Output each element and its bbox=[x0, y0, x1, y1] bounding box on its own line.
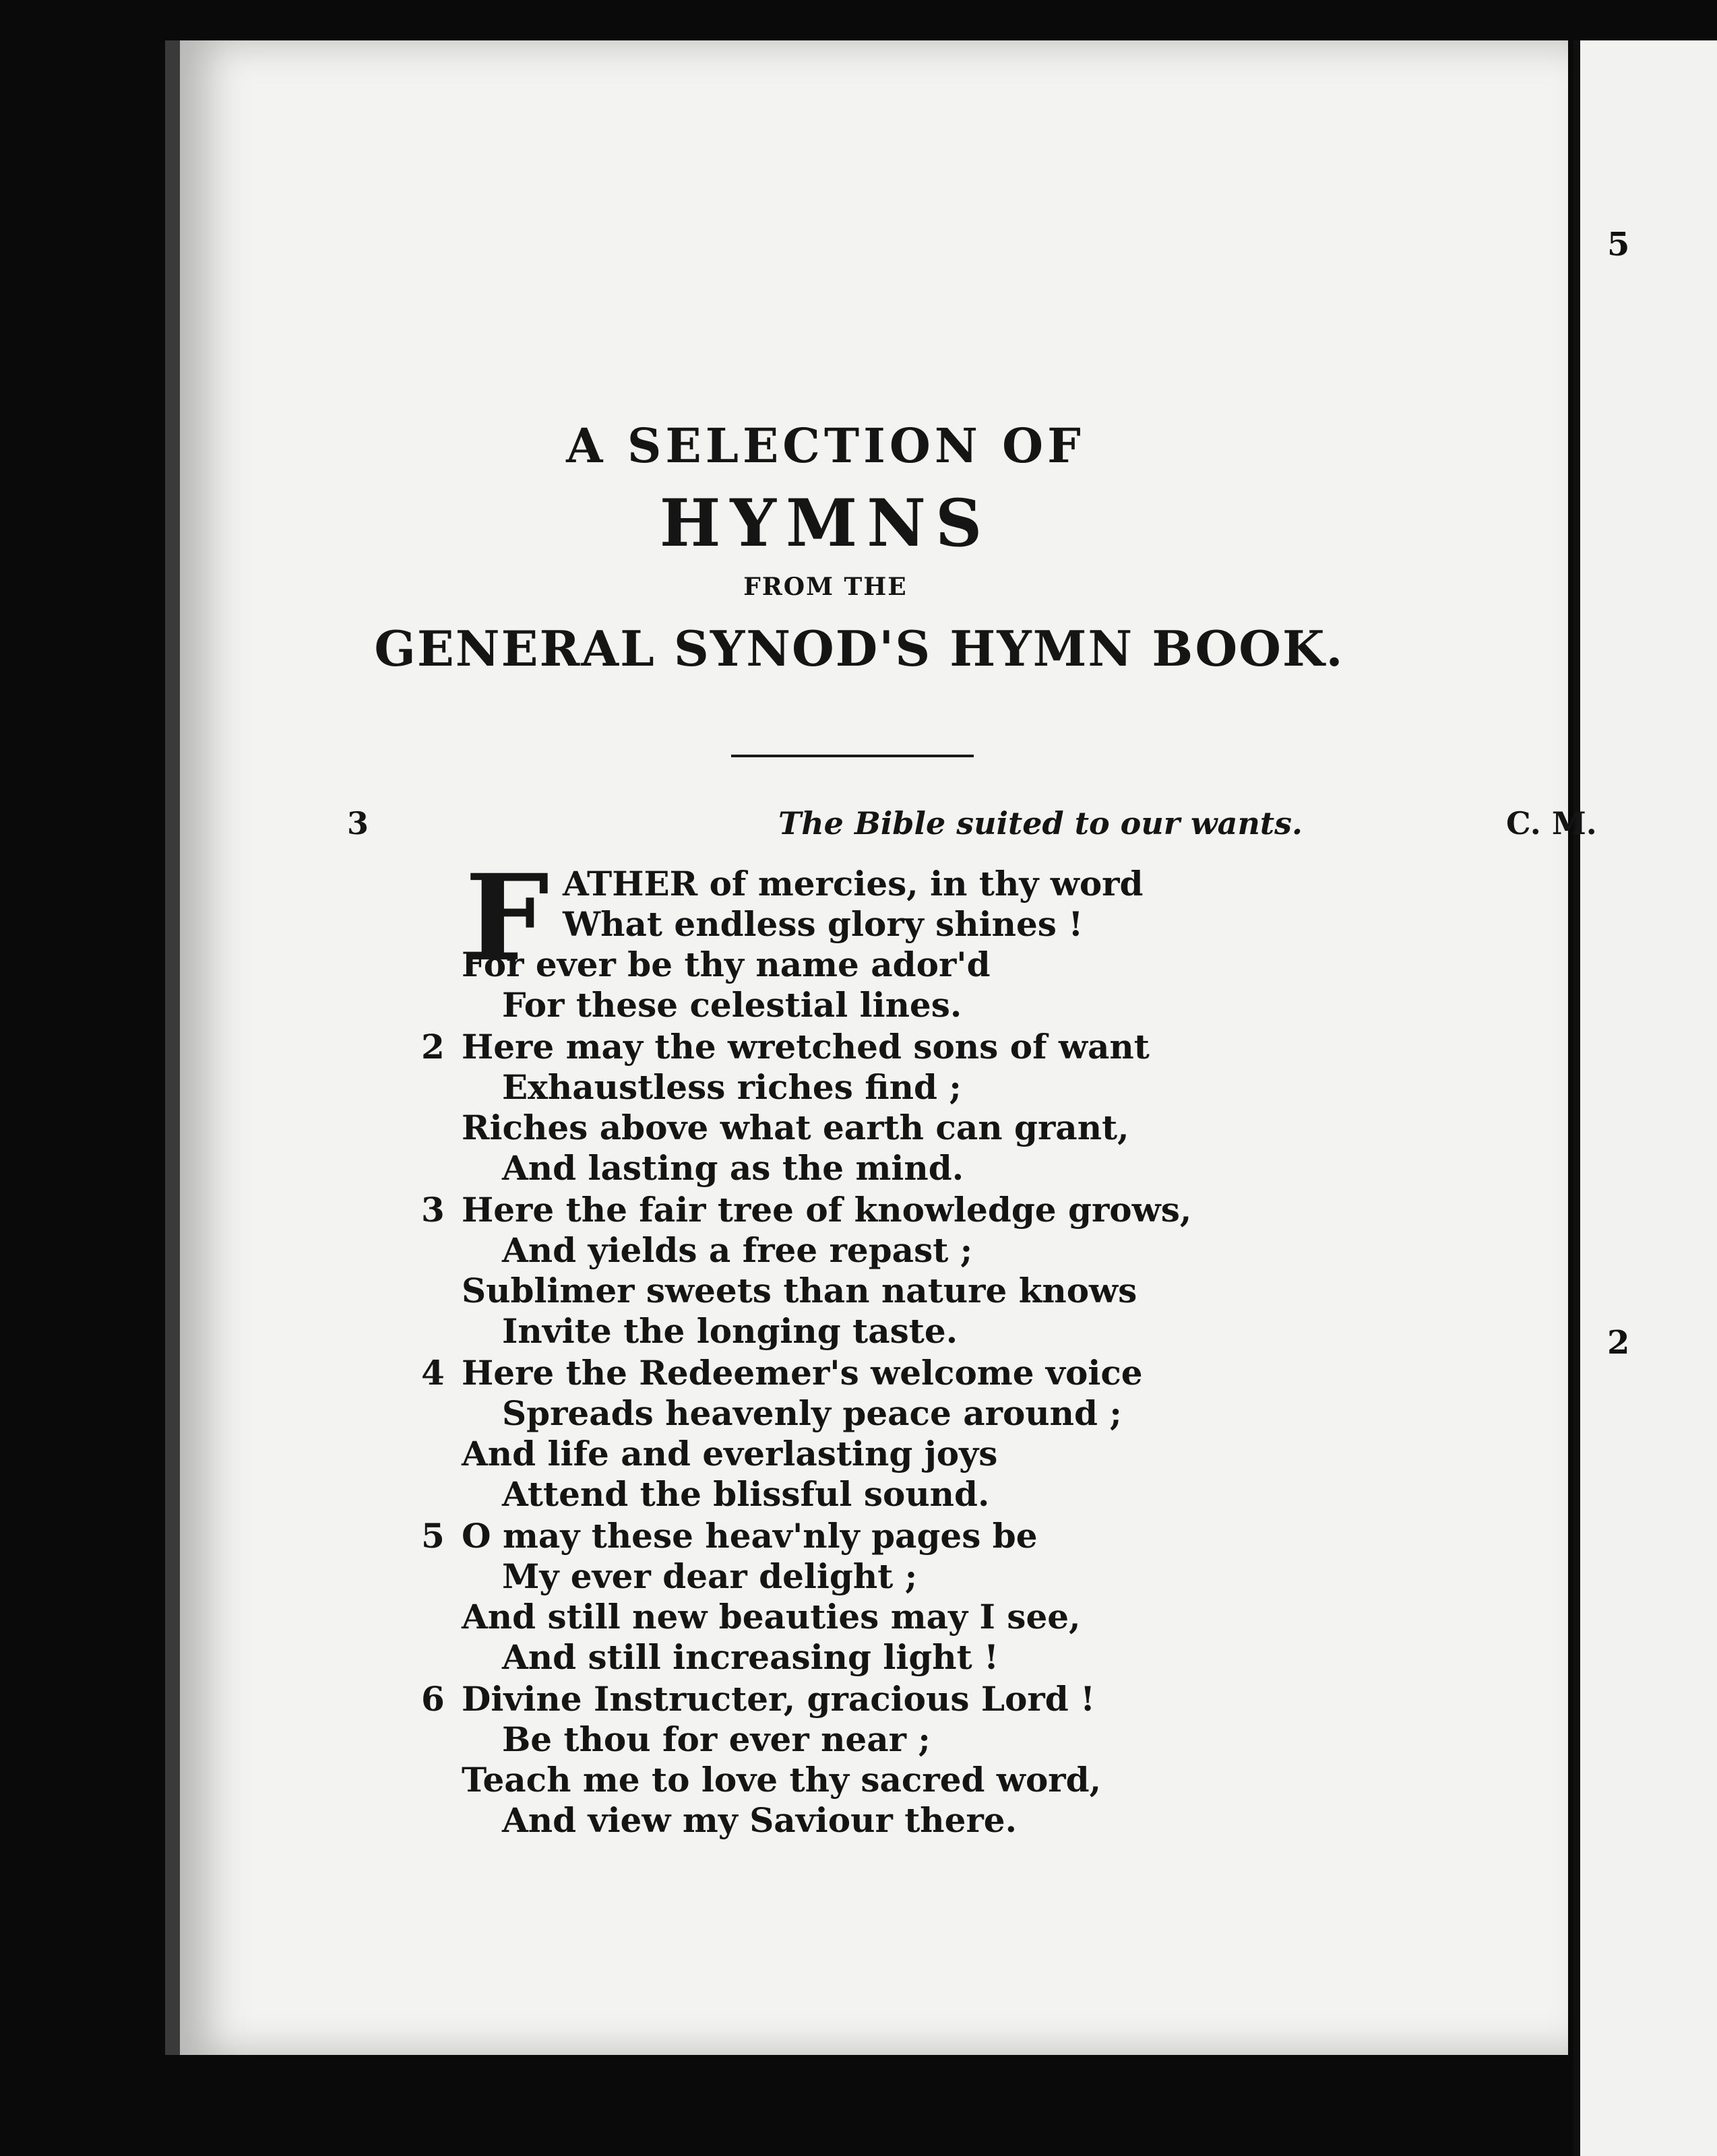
stanza bbox=[421, 1027, 1607, 1188]
verse-line: Invite the longing taste. bbox=[502, 1311, 958, 1351]
verse-line: And lasting as the mind. bbox=[502, 1148, 964, 1188]
verse-line: For ever be thy name ador'd bbox=[462, 945, 991, 984]
title-selection: A SELECTION OF bbox=[566, 418, 1085, 474]
stanza bbox=[421, 1516, 1607, 1678]
verse-line: Attend the blissful sound. bbox=[502, 1474, 990, 1514]
verse-line: Sublimer sweets than nature knows bbox=[462, 1271, 1137, 1310]
page-content bbox=[165, 40, 1597, 2055]
verse-line: Spreads heavenly peace around ; bbox=[502, 1393, 1122, 1433]
verse-line: Here the Redeemer's welcome voice bbox=[462, 1353, 1143, 1393]
verse-line: ATHER of mercies, in thy word bbox=[563, 864, 1144, 903]
stanza-number: 6 bbox=[421, 1679, 445, 1719]
verse-line: Be thou for ever near ; bbox=[502, 1719, 931, 1759]
facing-page-mark: 2 bbox=[1607, 1324, 1630, 1362]
hymn-verses bbox=[421, 864, 1607, 1842]
stanza-number: 2 bbox=[421, 1027, 445, 1067]
verse-line: And still increasing light ! bbox=[502, 1637, 999, 1677]
verse-line: And life and everlasting joys bbox=[462, 1434, 998, 1473]
stanza bbox=[421, 1190, 1607, 1352]
divider-rule bbox=[731, 755, 974, 757]
verse-line: Here may the wretched sons of want bbox=[462, 1027, 1150, 1067]
verse-line: Exhaustless riches find ; bbox=[502, 1067, 962, 1107]
stanza bbox=[421, 1353, 1607, 1515]
stanza-number: 4 bbox=[421, 1353, 445, 1393]
hymn-title: The Bible suited to our wants. bbox=[778, 805, 1303, 842]
stanza-number: 3 bbox=[421, 1190, 445, 1230]
title-book: GENERAL SYNOD'S HYMN BOOK. bbox=[374, 620, 1344, 677]
verse-line: What endless glory shines ! bbox=[563, 904, 1084, 944]
verse-line: O may these heav'nly pages be bbox=[462, 1516, 1038, 1556]
facing-page-number: 5 bbox=[1607, 226, 1630, 263]
stanza bbox=[462, 864, 1607, 1025]
verse-line: And still new beauties may I see, bbox=[462, 1597, 1081, 1637]
title-from: FROM THE bbox=[743, 573, 908, 601]
hymn-meter: C. M. bbox=[1506, 805, 1597, 842]
title-hymns: HYMNS bbox=[659, 485, 992, 561]
stanza-number: 5 bbox=[421, 1516, 445, 1556]
verse-line: Teach me to love thy sacred word, bbox=[462, 1760, 1101, 1800]
verse-line: My ever dear delight ; bbox=[502, 1556, 918, 1596]
drop-cap: F bbox=[465, 848, 549, 988]
verse-line: And view my Saviour there. bbox=[502, 1800, 1018, 1840]
verse-line: Riches above what earth can grant, bbox=[462, 1108, 1129, 1147]
verse-line: Here the fair tree of knowledge grows, bbox=[462, 1190, 1192, 1230]
hymn-number: 3 bbox=[347, 805, 369, 842]
verse-line: For these celestial lines. bbox=[502, 985, 962, 1025]
verse-line: Divine Instructer, gracious Lord ! bbox=[462, 1679, 1096, 1719]
verse-line: And yields a free repast ; bbox=[502, 1230, 973, 1270]
stanza bbox=[421, 1679, 1607, 1841]
